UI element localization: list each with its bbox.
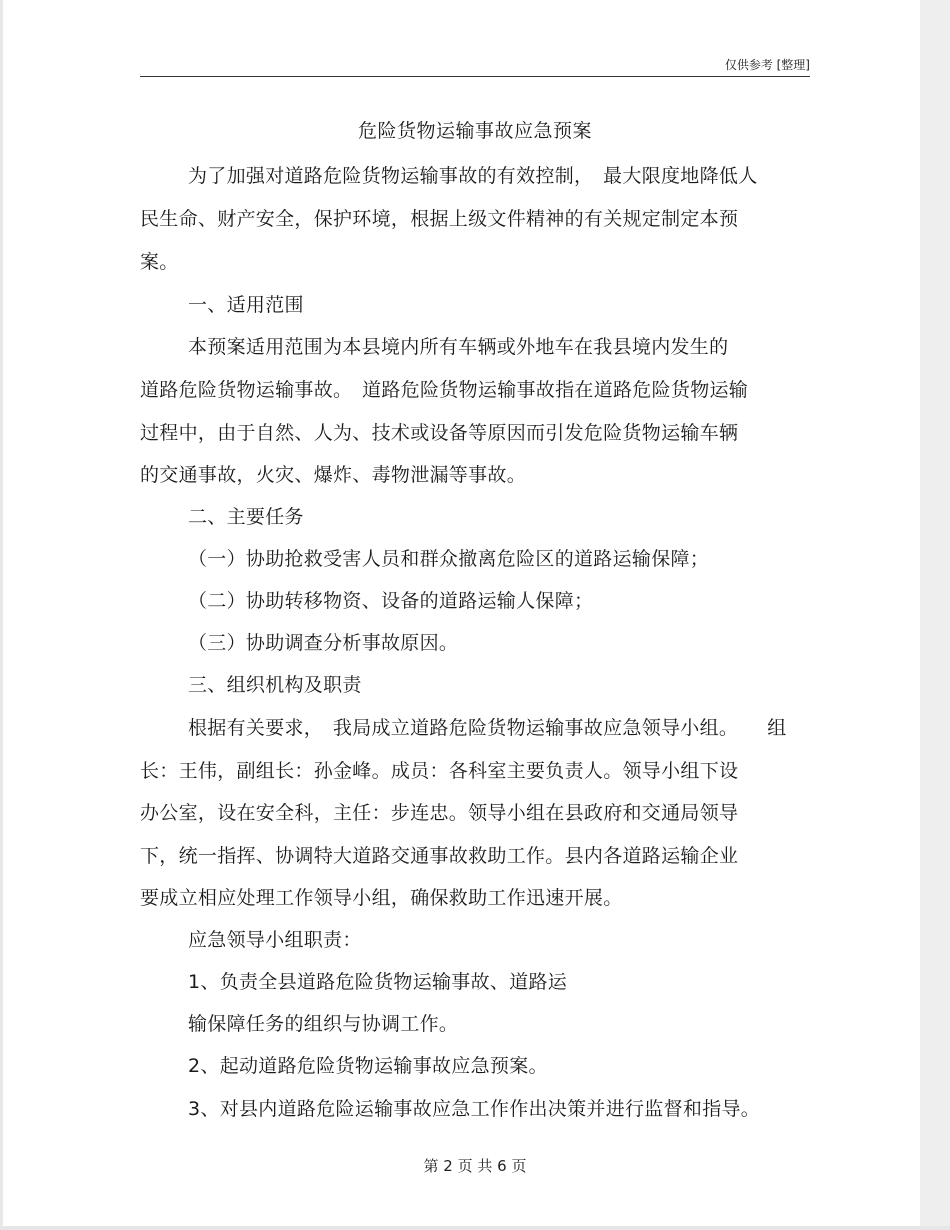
section-heading: 三、组织机构及职责 [188, 674, 362, 696]
paragraph-line: 过程中，由于自然、人为、技术或设备等原因而引发危险货物运输车辆 [140, 422, 739, 444]
list-item: （三）协助调查分析事故原因。 [188, 632, 459, 654]
paragraph-line: 要成立相应处理工作领导小组，确保救助工作迅速开展。 [140, 887, 623, 909]
list-item: （二）协助转移物资、设备的道路运输人保障； [188, 590, 594, 612]
list-item: （一）协助抢救受害人员和群众撤离危险区的道路运输保障； [188, 548, 710, 570]
page-edge-left [0, 0, 3, 1230]
section-heading: 一、适用范围 [188, 294, 304, 316]
page-number: 第 2 页 共 6 页 [423, 1157, 527, 1175]
header-note: 仅供参考 [整理] [724, 58, 810, 72]
paragraph-line: 应急领导小组职责： [188, 929, 362, 951]
paragraph-line: 为了加强对道路危险货物运输事故的有效控制， 最大限度地降低人 [188, 165, 758, 187]
paragraph-line: 本预案适用范围为本县境内所有车辆或外地车在我县境内发生的 [188, 336, 729, 358]
paragraph-line: 道路危险货物运输事故。 道路危险货物运输事故指在道路危险货物运输 [140, 379, 749, 401]
paragraph-line: 办公室，设在安全科，主任：步连忠。领导小组在县政府和交通局领导 [140, 802, 739, 824]
list-item: 3、对县内道路危险运输事故应急工作作出决策并进行监督和指导。 [188, 1098, 761, 1120]
page-edge-right [920, 0, 950, 1230]
section-heading: 二、主要任务 [188, 506, 304, 528]
list-item: 1、负责全县道路危险货物运输事故、道路运 [188, 971, 568, 993]
paragraph-line: 民生命、财产安全，保护环境，根据上级文件精神的有关规定制定本预 [140, 208, 739, 230]
paragraph-line: 案。 [140, 251, 179, 273]
paragraph-line: 的交通事故，火灾、爆炸、毒物泄漏等事故。 [140, 464, 527, 486]
paragraph-line: 根据有关要求， 我局成立道路危险货物运输事故应急领导小组。 组 [188, 717, 787, 739]
paragraph-line: 长：王伟，副组长：孙金峰。成员：各科室主要负责人。领导小组下设 [140, 760, 739, 782]
page-edge-bottom [0, 1226, 950, 1230]
header-divider [140, 76, 810, 77]
paragraph-line: 下，统一指挥、协调特大道路交通事故救助工作。县内各道路运输企业 [140, 845, 739, 867]
list-item: 输保障任务的组织与协调工作。 [188, 1013, 459, 1035]
document-title: 危险货物运输事故应急预案 [357, 120, 592, 142]
list-item: 2、起动道路危险货物运输事故应急预案。 [188, 1055, 548, 1077]
